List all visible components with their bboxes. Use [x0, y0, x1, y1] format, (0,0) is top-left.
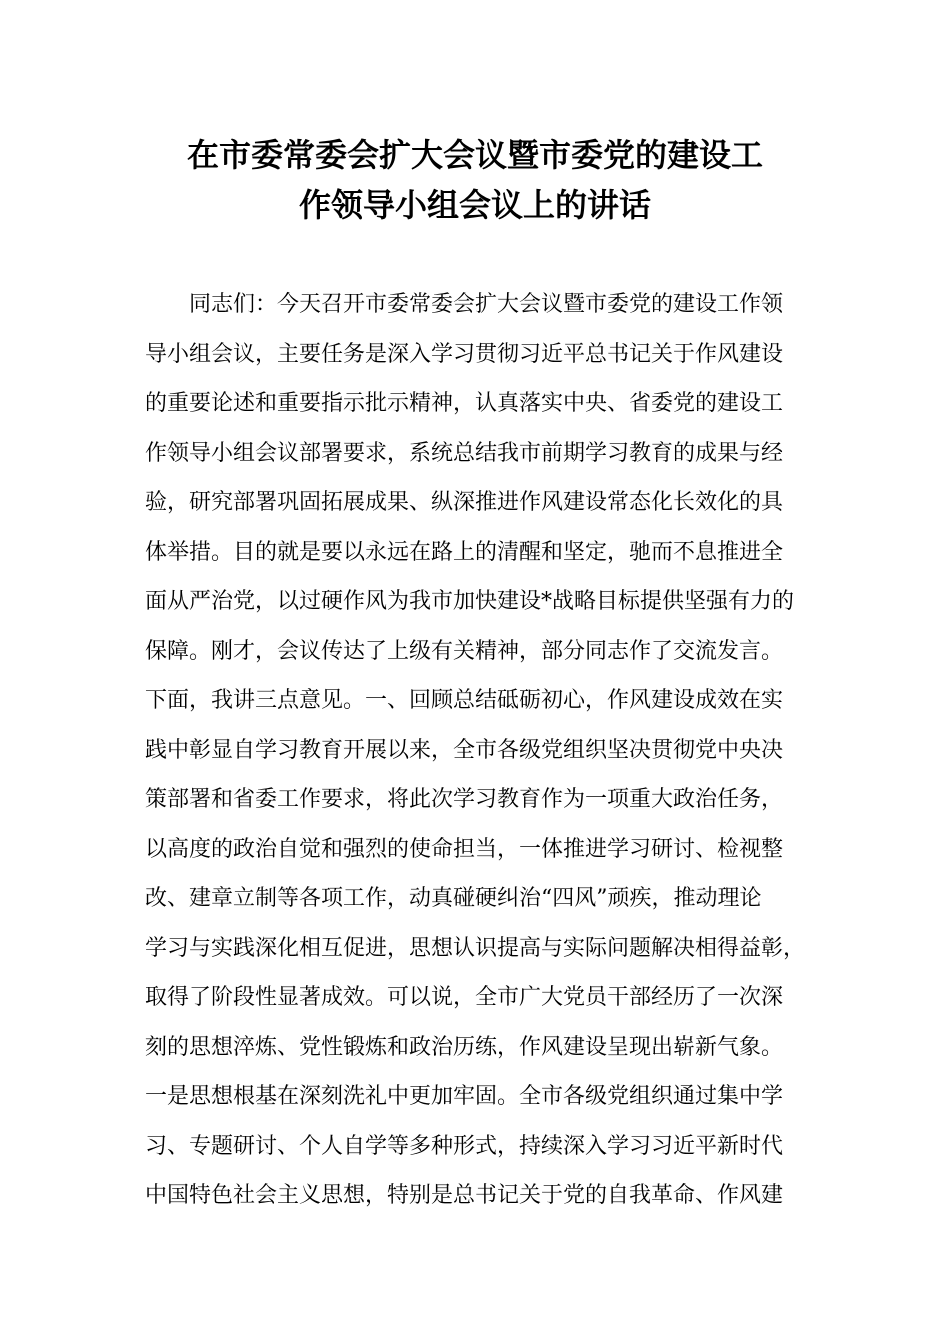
body-line: 一是思想根基在深刻洗礼中更加牢固。全市各级党组织通过集中学 — [145, 1084, 784, 1109]
document-body — [145, 280, 835, 1221]
body-line: 保障。刚才，会议传达了上级有关精神，部分同志作了交流发言。 — [145, 638, 784, 664]
body-line: 的重要论述和重要指示批示精神，认真落实中央、省委党的建设工 — [145, 391, 784, 416]
body-line: 践中彰显自学习教育开展以来，全市各级党组织坚决贯彻党中央决 — [145, 737, 784, 763]
body-line: 刻的思想淬炼、党性锻炼和政治历练，作风建设呈现出崭新气象。 — [145, 1034, 784, 1060]
document-title-line-1: 在市委常委会扩大会议暨市委党的建设工 — [186, 136, 763, 174]
body-line: 习、专题研讨、个人自学等多种形式，持续深入学习习近平新时代 — [145, 1133, 784, 1159]
body-line: 中国特色社会主义思想，特别是总书记关于党的自我革命、作风建 — [145, 1183, 784, 1208]
body-line: 下面，我讲三点意见。一、回顾总结砥砺初心，作风建设成效在实 — [145, 688, 784, 713]
body-line: 体举措。目的就是要以永远在路上的清醒和坚定，驰而不息推进全 — [145, 539, 784, 565]
body-line: 取得了阶段性显著成效。可以说，全市广大党员干部经历了一次深 — [145, 985, 784, 1010]
body-line: 同志们：今天召开市委常委会扩大会议暨市委党的建设工作领 — [189, 292, 784, 317]
body-line: 验，研究部署巩固拓展成果、纵深推进作风建设常态化长效化的具 — [145, 490, 784, 515]
document-title-line-2: 作领导小组会议上的讲话 — [298, 186, 651, 224]
body-line: 导小组会议，主要任务是深入学习贯彻习近平总书记关于作风建设 — [145, 341, 784, 367]
body-line: 作领导小组会议部署要求，系统总结我市前期学习教育的成果与经 — [145, 440, 784, 466]
body-line: 面从严治党，以过硬作风为我市加快建设*战略目标提供坚强有力的 — [145, 589, 795, 614]
body-line: 学习与实践深化相互促进，思想认识提高与实际问题解决相得益彰， — [145, 935, 806, 961]
body-line: 策部署和省委工作要求，将此次学习教育作为一项重大政治任务， — [145, 787, 784, 812]
body-line: 以高度的政治自觉和强烈的使命担当，一体推进学习研讨、检视整 — [145, 836, 784, 862]
body-line: 改、建章立制等各项工作，动真碰硬纠治“四风”顽疾，推动理论 — [145, 886, 762, 911]
